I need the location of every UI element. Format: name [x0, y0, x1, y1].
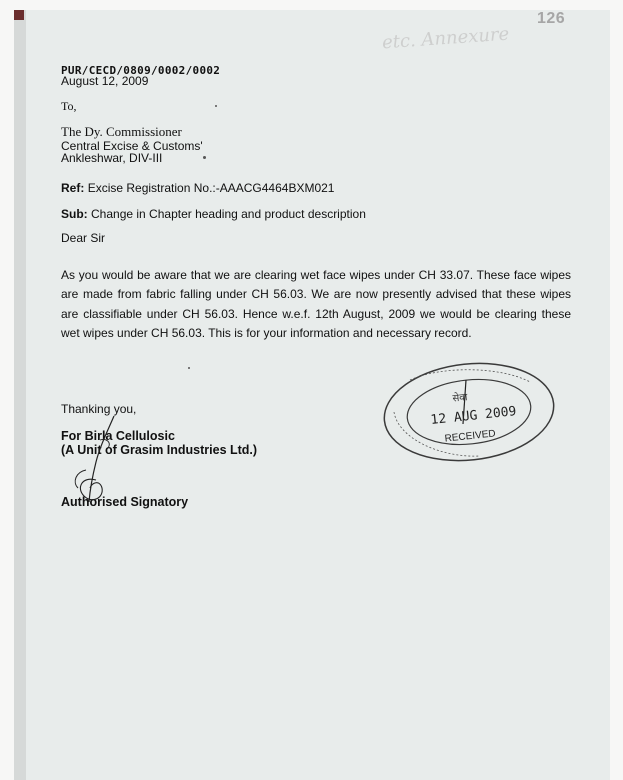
sub-label: Sub:	[61, 207, 88, 221]
company-line-1: For Birla Cellulosic	[61, 429, 175, 443]
received-stamp	[380, 358, 558, 466]
ref-label: Ref:	[61, 181, 85, 195]
sub-text: Change in Chapter heading and product description	[91, 207, 366, 221]
recipient-line-3: Ankleshwar, DIV-III	[61, 151, 163, 165]
letter-reference-number: PUR/CECD/0809/0002/0002	[61, 64, 221, 77]
salutation-to: To,	[61, 99, 77, 113]
page-number: 126	[537, 10, 566, 27]
speck	[188, 367, 190, 369]
greeting: Dear Sir	[61, 231, 106, 245]
speck	[203, 156, 206, 159]
handwritten-signature	[56, 410, 146, 510]
letter-date: August 12, 2009	[61, 74, 149, 88]
handwritten-margin-note: etc. Annexure	[381, 23, 510, 54]
letter-body: As you would be aware that we are clearing wet face wipes under CH 33.07. These face wipes are made from fabric falling under CH 56.03. We are now presently advised that these wipes are classifiable under CH 56.03. Hence w.e.f. 12th August, 2009 we would be clearing these wet wipes under CH 56.03. This is for your information and necessary record.	[61, 268, 571, 340]
recipient-line-1: The Dy. Commissioner	[61, 124, 182, 139]
stamp-label: RECEIVED	[444, 428, 497, 445]
ref-text: Excise Registration No.:-AAACG4464BXM021	[87, 181, 335, 195]
recipient-line-2: Central Excise & Customs'	[61, 139, 203, 153]
stamp-date: 12 AUG 2009	[429, 404, 518, 429]
closing-line: Thanking you,	[61, 402, 137, 416]
page-corner-mark	[14, 10, 24, 20]
speck	[215, 105, 217, 107]
subject-line	[61, 207, 366, 221]
reference-line	[61, 181, 334, 195]
svg-text:सेवा: सेवा	[451, 392, 468, 405]
company-line-2: (A Unit of Grasim Industries Ltd.)	[61, 443, 258, 457]
authorised-signatory: Authorised Signatory	[61, 495, 189, 509]
